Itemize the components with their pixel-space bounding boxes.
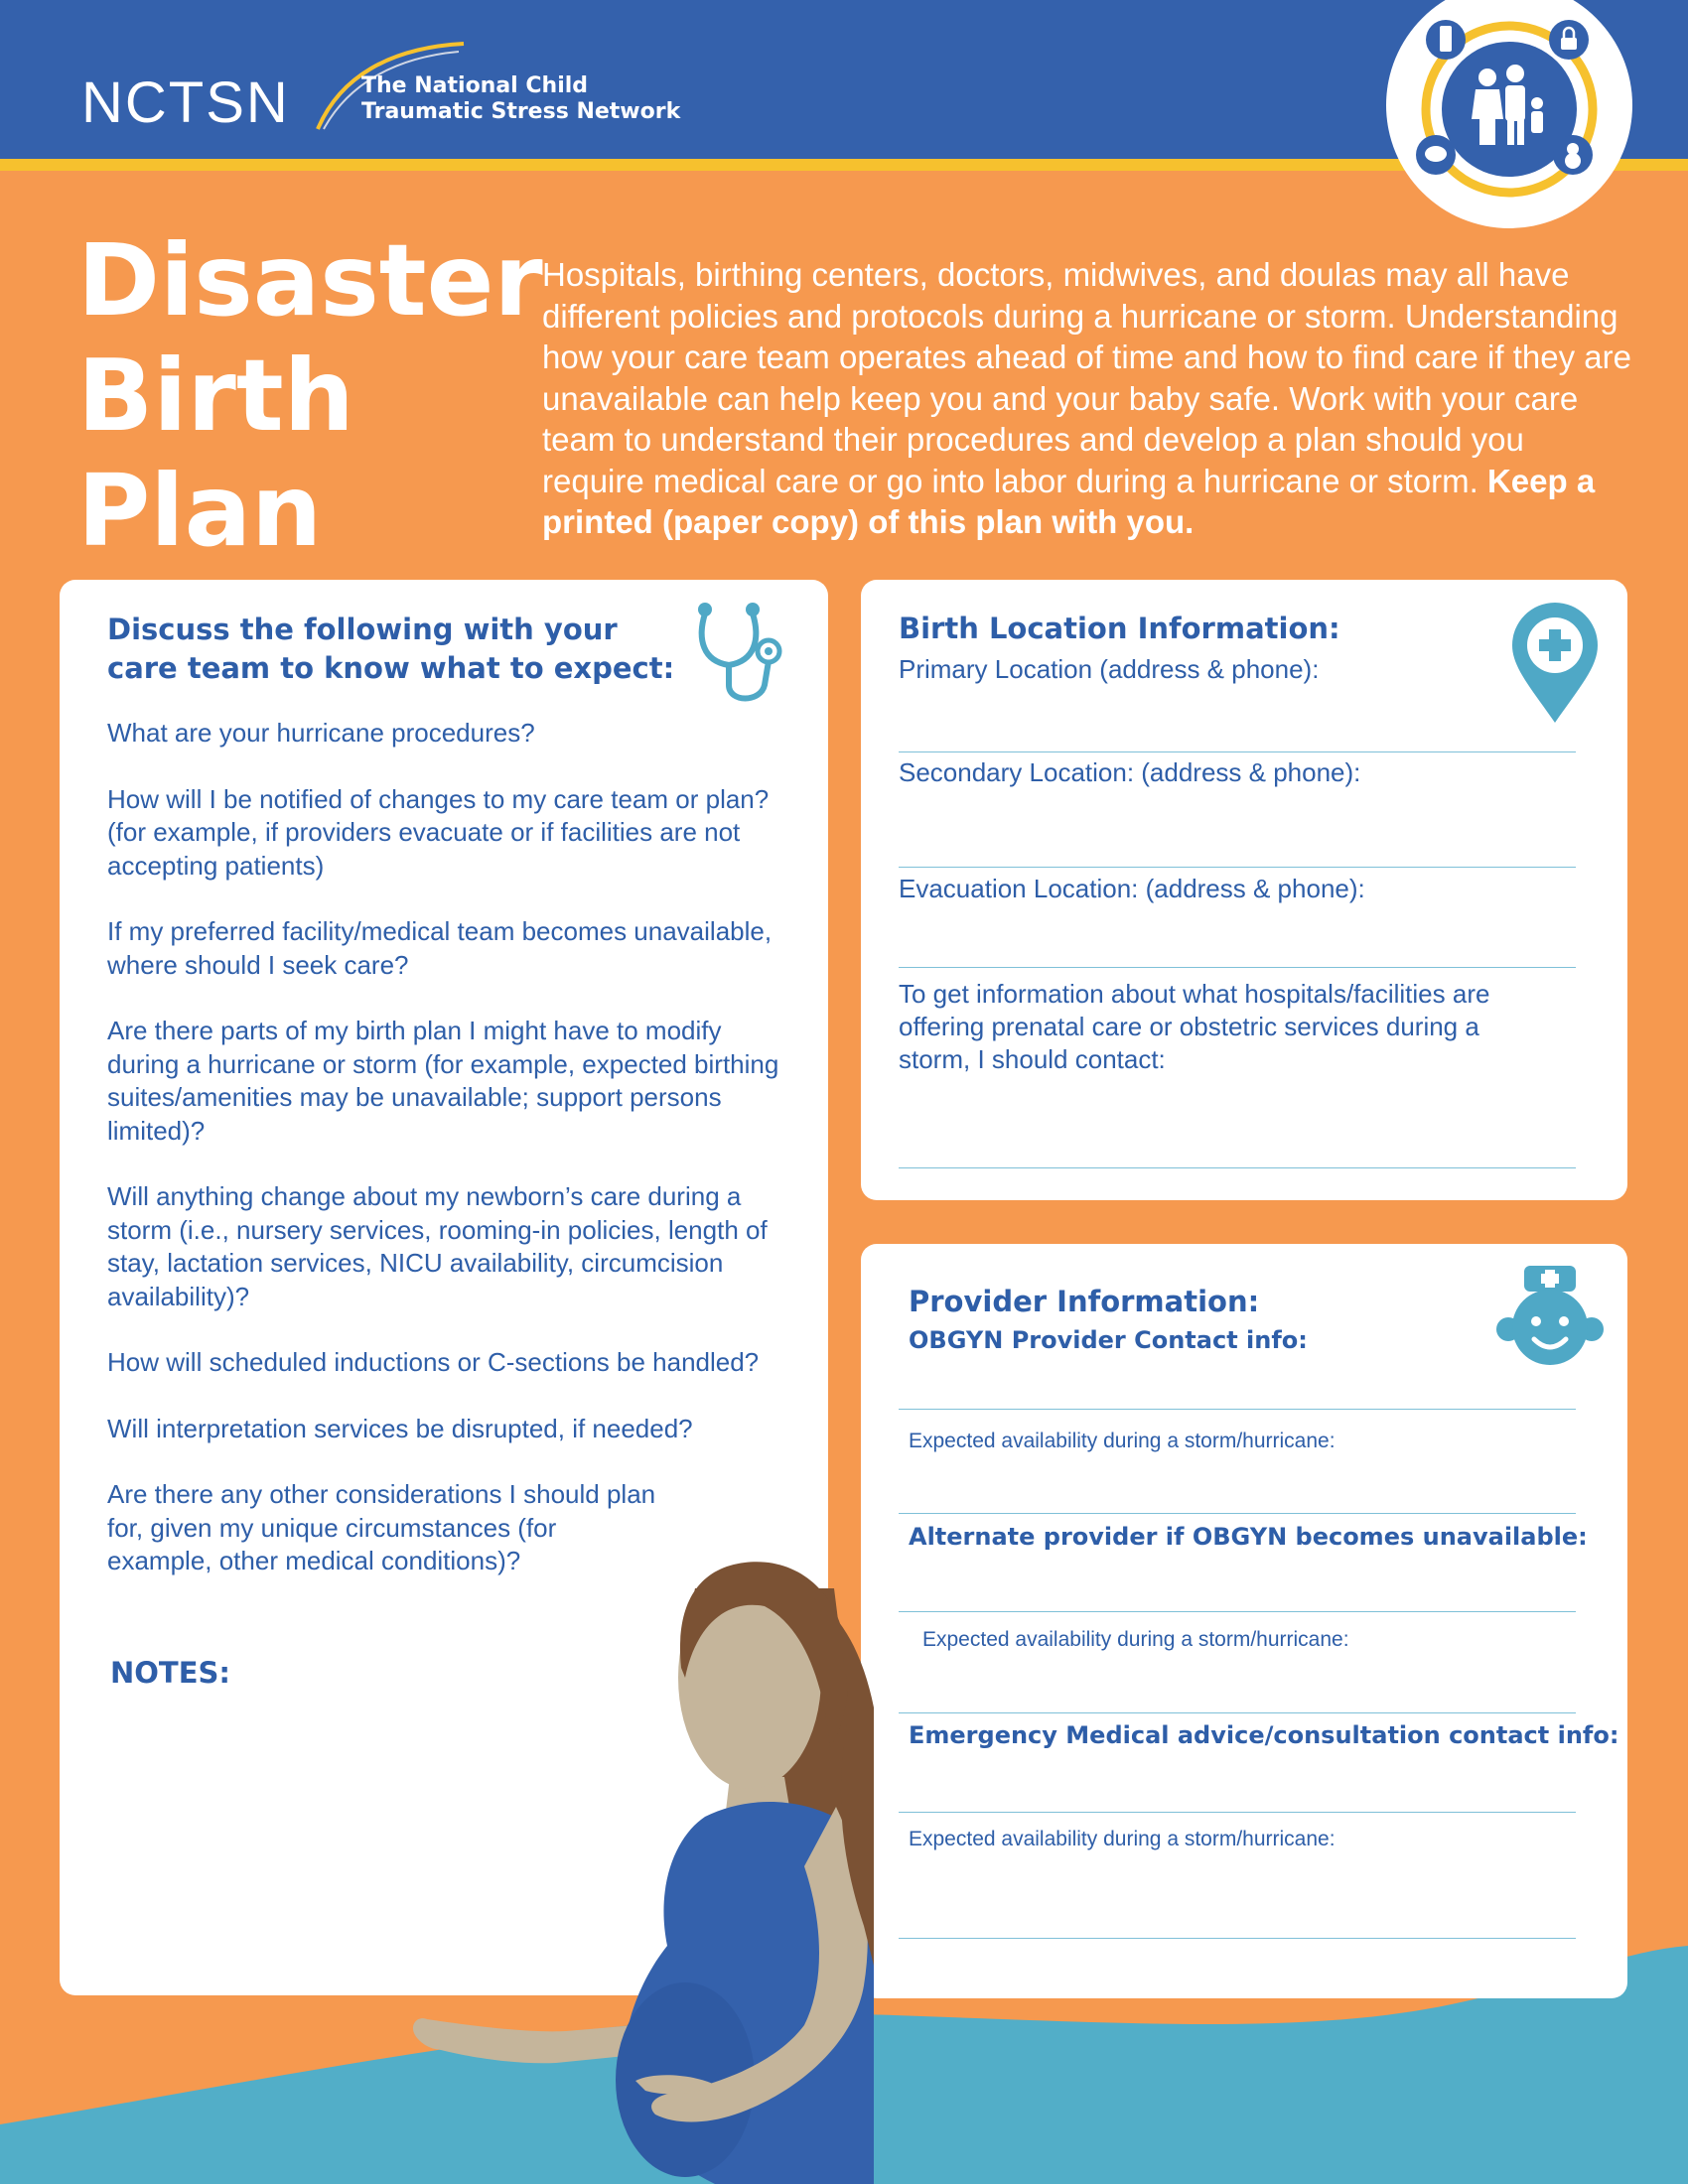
- emergency-contact-label: Emergency Medical advice/consultation contact info:: [909, 1721, 1619, 1749]
- location-heading: Birth Location Information:: [899, 612, 1340, 645]
- list-item: Are there parts of my birth plan I might have to modify during a hurricane or storm (for example, expected birthing suites/amenities may be unavailable; support persons limited)?: [107, 1016, 779, 1146]
- availability-label-1: Expected availability during a storm/hurricane:: [909, 1430, 1336, 1452]
- availability-label-3: Expected availability during a storm/hurricane:: [909, 1828, 1336, 1850]
- secondary-location-label: Secondary Location: (address & phone):: [899, 757, 1361, 787]
- list-item: What are your hurricane procedures?: [107, 718, 535, 748]
- list-item: How will I be notified of changes to my care team or plan? (for example, if providers evacuate or if facilities are not accepting patients): [107, 783, 770, 881]
- provider-heading: Provider Information:: [909, 1285, 1260, 1318]
- list-item: How will scheduled inductions or C-sections be handled?: [107, 1347, 760, 1377]
- notes-label: NOTES:: [110, 1656, 230, 1690]
- org-name: The National Child Traumatic Stress Network: [361, 73, 681, 124]
- evacuation-location-label: Evacuation Location: (address & phone):: [899, 874, 1365, 903]
- page-title: Disaster Birth Plan: [77, 222, 543, 569]
- discuss-heading: Discuss the following with your care team to know what to expect:: [107, 613, 675, 685]
- alternate-provider-label: Alternate provider if OBGYN becomes unavailable:: [909, 1523, 1588, 1551]
- list-item: Are there any other considerations I should plan for, given my unique circumstances (for example, other medical conditions)?: [107, 1479, 656, 1575]
- availability-label-2: Expected availability during a storm/hurricane:: [922, 1628, 1349, 1651]
- intro-text: Hospitals, birthing centers, doctors, midwives, and doulas may all have different policies and protocols during a hurricane or storm. Understanding how your care team operates ahead of time and how to find care if they are unavailable can help keep you and your baby safe. Work with your care team to understand their procedures and develop a plan should you require medical care or go into labor during a hurricane or storm.: [542, 256, 1631, 499]
- intro-emphasis: Keep a printed (paper copy) of this plan with you.: [542, 462, 1596, 540]
- info-contact-label: To get information about what hospitals/facilities are offering prenatal care or obstetric services during a storm, I should contact:: [899, 979, 1490, 1074]
- primary-location-label: Primary Location (address & phone):: [899, 654, 1320, 684]
- list-item: Will anything change about my newborn’s care during a storm (i.e., nursery services, rooming-in policies, length of stay, lactation services, NICU availability, circumcision availability)?: [107, 1181, 768, 1311]
- obgyn-label: OBGYN Provider Contact info:: [909, 1326, 1308, 1354]
- list-item: Will interpretation services be disrupted, if needed?: [107, 1413, 693, 1443]
- logo-text: NCTSN: [81, 70, 290, 135]
- list-item: If my preferred facility/medical team becomes unavailable, where should I seek care?: [107, 916, 773, 980]
